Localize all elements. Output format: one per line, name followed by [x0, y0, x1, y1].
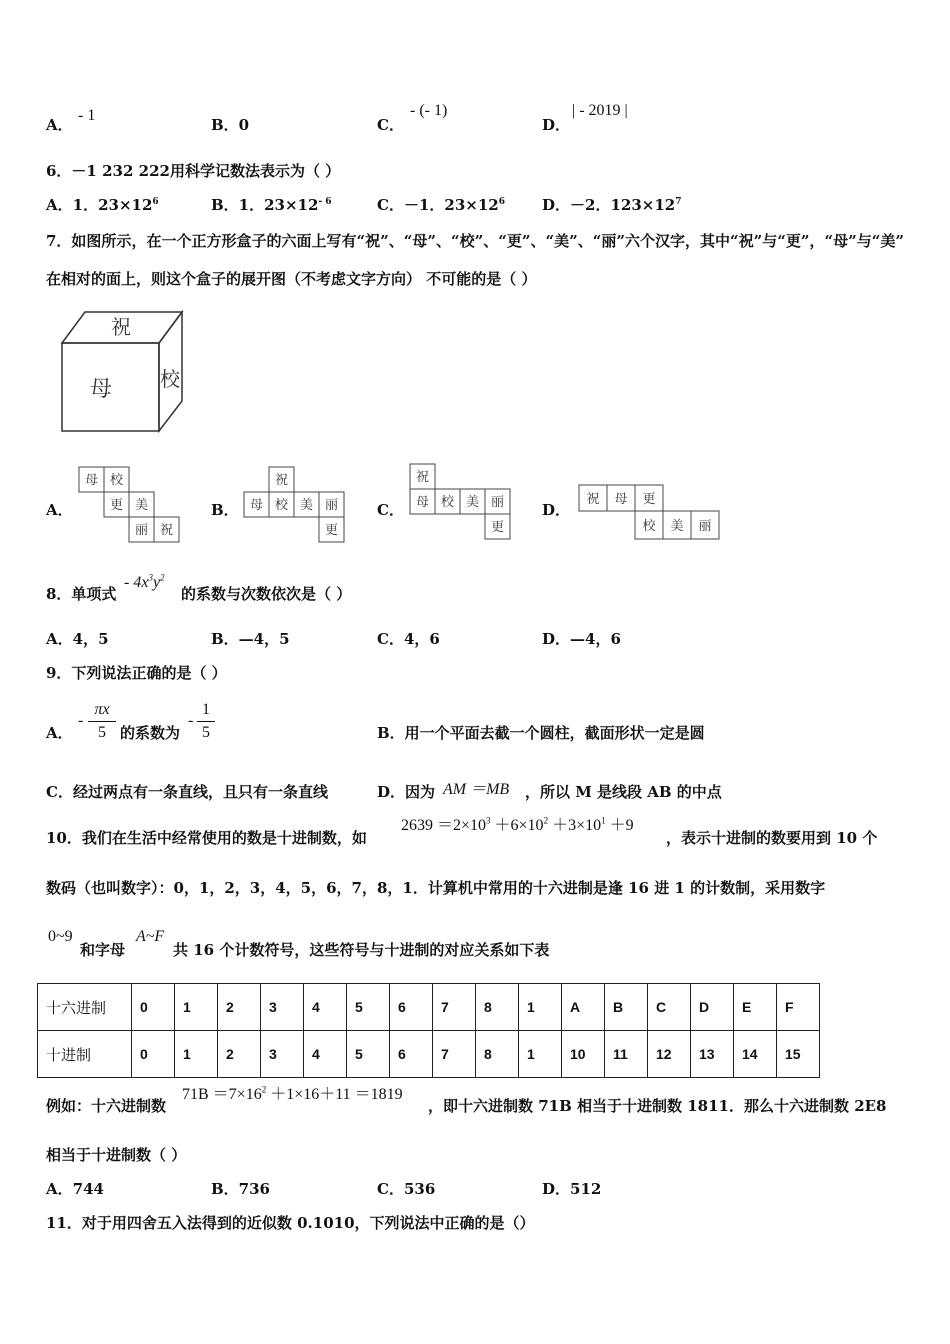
q9-option-a-mid: 的系数为 [120, 724, 181, 742]
net-b-cell: 美 [299, 498, 314, 513]
table-cell: 5 [347, 1031, 390, 1078]
net-d-cell: 母 [614, 492, 628, 507]
table-cell: E [734, 984, 777, 1031]
q10-line3-text2: 共 16 个计数符号，这些符号与十进制的对应关系如下表 [173, 941, 550, 959]
table-cell: B [605, 984, 648, 1031]
q9-option-a-fraction2 [197, 700, 215, 743]
q6-option-a-text: A．1．23×12 [46, 196, 153, 214]
net-d-cell: 校 [642, 519, 656, 534]
net-a-cell: 更 [109, 498, 124, 513]
q9-a-numerator2: 1 [202, 701, 210, 718]
net-d-cell: 丽 [698, 519, 712, 534]
net-b-cell: 校 [274, 498, 289, 513]
q10-example-math: $71B =7\times 16^2 +1\times 16+11 =1819$ [182, 1084, 403, 1103]
q5-option-a-label: A． [46, 116, 73, 134]
q9-option-b: B．用一个平面去截一个圆柱，截面形状一定是圆 [377, 724, 705, 742]
net-d-cell: 更 [642, 492, 656, 507]
net-b-cell: 更 [324, 523, 339, 538]
q10-option-d: D．512 [542, 1180, 602, 1198]
net-b-cell: 祝 [274, 473, 289, 488]
q6-stem: 6．－1 232 222用科学记数法表示为（ ） [46, 162, 341, 180]
q5-option-c-label: C． [377, 116, 404, 134]
q9-option-a-fraction [88, 700, 116, 743]
net-c-cell: 祝 [415, 470, 430, 485]
table-cell: 8 [476, 1031, 519, 1078]
cube-front-face: 母 [89, 377, 113, 402]
q6-option-d-exponent: 7 [675, 197, 682, 207]
table-cell: 6 [390, 1031, 433, 1078]
net-b-cell: 母 [249, 498, 264, 513]
q7-option-c-label: C． [377, 501, 404, 519]
net-d-cell: 祝 [586, 492, 600, 507]
table-cell: 2 [218, 984, 261, 1031]
q6-option-b [211, 196, 332, 214]
q6-option-c-text: C．－1．23×12 [377, 196, 499, 214]
q10-line1-pre: 10．我们在生活中经常使用的数是十进制数，如 [46, 829, 367, 847]
table-cell: 13 [691, 1031, 734, 1078]
q6-option-b-text: B．1．23×12 [211, 196, 319, 214]
table-cell: 4 [304, 984, 347, 1031]
table-cell: 11 [605, 1031, 648, 1078]
q5-option-c-value: - (- 1) [410, 102, 448, 119]
net-a-cell: 校 [109, 473, 124, 488]
table-row-hex [38, 984, 820, 1031]
net-c-cell: 母 [415, 495, 430, 510]
net-a-cell: 美 [134, 498, 149, 513]
q8-option-a: A．4，5 [46, 630, 109, 648]
q8-monomial-exp2: 2 [160, 572, 165, 583]
q8-monomial-exp1: 3 [148, 572, 153, 583]
q10-math-part1: 2639 ＝2×10 [401, 817, 487, 834]
q10-line2: 数码（也叫数字）：0，1，2，3，4，5，6，7，8，1．计算机中常用的十六进制是逢 16 进 1 的计数制，采用数字 [46, 879, 826, 897]
table-cell: A [562, 984, 605, 1031]
q7-option-a-label: A． [46, 501, 73, 519]
table-cell: 5 [347, 984, 390, 1031]
q6-option-a [46, 196, 159, 214]
table-cell: 1 [519, 984, 562, 1031]
q10-example-line2: 相当于十进制数（ ） [46, 1146, 187, 1164]
q7-net-b [243, 466, 347, 544]
table-cell: 3 [261, 984, 304, 1031]
q9-a-denominator: 5 [98, 724, 106, 741]
table-cell: 1 [175, 984, 218, 1031]
q6-option-c [377, 196, 505, 214]
q10-line1-post: ，表示十进制的数要用到 10 个 [666, 829, 878, 847]
net-c-cell: 丽 [490, 495, 505, 510]
q9-a-numerator: πx [94, 701, 110, 718]
cube-top-face: 祝 [111, 315, 131, 339]
q10-option-c: C．536 [377, 1180, 436, 1198]
q9-stem: 9．下列说法正确的是（ ） [46, 664, 227, 682]
q6-option-b-exponent: - 6 [318, 197, 332, 207]
net-c-cell: 校 [440, 495, 455, 510]
q6-option-a-exponent: 6 [152, 197, 159, 207]
q5-option-d-label: D． [542, 116, 571, 134]
q9-option-a-label: A． [46, 724, 73, 742]
q10-line3-text1: 和字母 [80, 941, 126, 959]
q9-a-denominator2: 5 [202, 724, 210, 741]
q8-option-d: D．—4，6 [542, 630, 621, 648]
q5-option-b: B．0 [211, 116, 250, 134]
q9-option-a-neg: - [78, 712, 84, 729]
q7-net-a [78, 466, 182, 544]
table-cell: 7 [433, 1031, 476, 1078]
table-cell: 3 [261, 1031, 304, 1078]
q9-option-d-pre: D．因为 [377, 783, 436, 801]
table-cell: 1 [175, 1031, 218, 1078]
q7-cube-figure [55, 308, 190, 438]
table-cell: 4 [304, 1031, 347, 1078]
table-cell: D [691, 984, 734, 1031]
table-cell: 8 [476, 984, 519, 1031]
q7-option-d-label: D． [542, 501, 571, 519]
net-c-cell: 更 [490, 520, 505, 535]
table-cell: 6 [390, 984, 433, 1031]
table-cell: 1 [519, 1031, 562, 1078]
table-cell: 14 [734, 1031, 777, 1078]
fraction-bar [197, 721, 215, 722]
q8-option-b: B．—4，5 [211, 630, 290, 648]
net-c-cell: 美 [465, 495, 480, 510]
q9-option-c: C．经过两点有一条直线，且只有一条直线 [46, 783, 328, 801]
q10-example-post: ，即十六进制数 71B 相当于十进制数 1811．那么十六进制数 2E8 [428, 1097, 887, 1115]
table-cell: 7 [433, 984, 476, 1031]
table-row-head: 十进制 [38, 1031, 132, 1078]
hex-decimal-table [37, 983, 820, 1078]
q10-line3-digits: 0~9 [48, 928, 73, 945]
cube-side-face: 校 [160, 367, 180, 391]
net-a-cell: 祝 [159, 523, 174, 538]
table-cell: 0 [132, 1031, 175, 1078]
q7-option-b-label: B． [211, 501, 239, 519]
table-row-decimal [38, 1031, 820, 1078]
q10-line3-letters: A~F [136, 928, 165, 945]
net-d-cell: 美 [670, 519, 684, 534]
q10-example-math-part1: 71B ＝7×16 [182, 1086, 262, 1103]
q10-line1-math: $2639 =2\times 10^3 +6\times 10^2 +3\times 10^1 +9$ [401, 815, 634, 834]
q9-option-a-neg2: - [188, 712, 194, 729]
table-cell: F [777, 984, 820, 1031]
q7-stem-line2: 在相对的面上，则这个盒子的展开图（不考虑文字方向） 不可能的是（ ） [46, 270, 537, 288]
q8-stem-post: 的系数与次数依次是（ ） [181, 585, 352, 603]
table-row-head: 十六进制 [38, 984, 132, 1031]
q9-option-d-math: AM ＝MB [443, 781, 510, 798]
table-cell: 2 [218, 1031, 261, 1078]
q10-option-a: A．744 [46, 1180, 104, 1198]
q8-monomial [124, 574, 165, 592]
q5-option-a-value: - 1 [78, 107, 96, 124]
table-cell: 10 [562, 1031, 605, 1078]
net-a-cell: 母 [84, 473, 99, 488]
q6-option-d-text: D．－2．123×12 [542, 196, 676, 214]
q7-stem-line1: 7．如图所示，在一个正方形盒子的六面上写有“祝”、“母”、“校”、“更”、“美”、“丽”六个汉字，其中“祝”与“更”，“母”与“美” [46, 232, 905, 250]
q11-stem: 11．对于用四舍五入法得到的近似数 0.1010，下列说法中正确的是（） [46, 1214, 535, 1232]
table-cell: 12 [648, 1031, 691, 1078]
q9-option-d-post: ，所以 M 是线段 AB 的中点 [525, 783, 722, 801]
q10-option-b: B．736 [211, 1180, 270, 1198]
q7-net-d [578, 484, 720, 542]
q8-stem-pre: 8．单项式 [46, 585, 117, 603]
q6-option-c-exponent: 6 [498, 197, 505, 207]
table-cell: 0 [132, 984, 175, 1031]
q8-option-c: C．4，6 [377, 630, 440, 648]
q10-example-pre: 例如：十六进制数 [46, 1097, 167, 1115]
q8-monomial-coef: - 4x [124, 574, 149, 591]
table-cell: C [648, 984, 691, 1031]
net-b-cell: 丽 [324, 498, 339, 513]
net-a-cell: 丽 [134, 523, 149, 538]
q8-monomial-y: y [152, 574, 161, 591]
q5-option-d-value: | - 2019 | [572, 102, 628, 119]
q7-net-c [409, 463, 513, 541]
q6-option-d [542, 196, 681, 214]
fraction-bar [88, 721, 116, 722]
table-cell: 15 [777, 1031, 820, 1078]
